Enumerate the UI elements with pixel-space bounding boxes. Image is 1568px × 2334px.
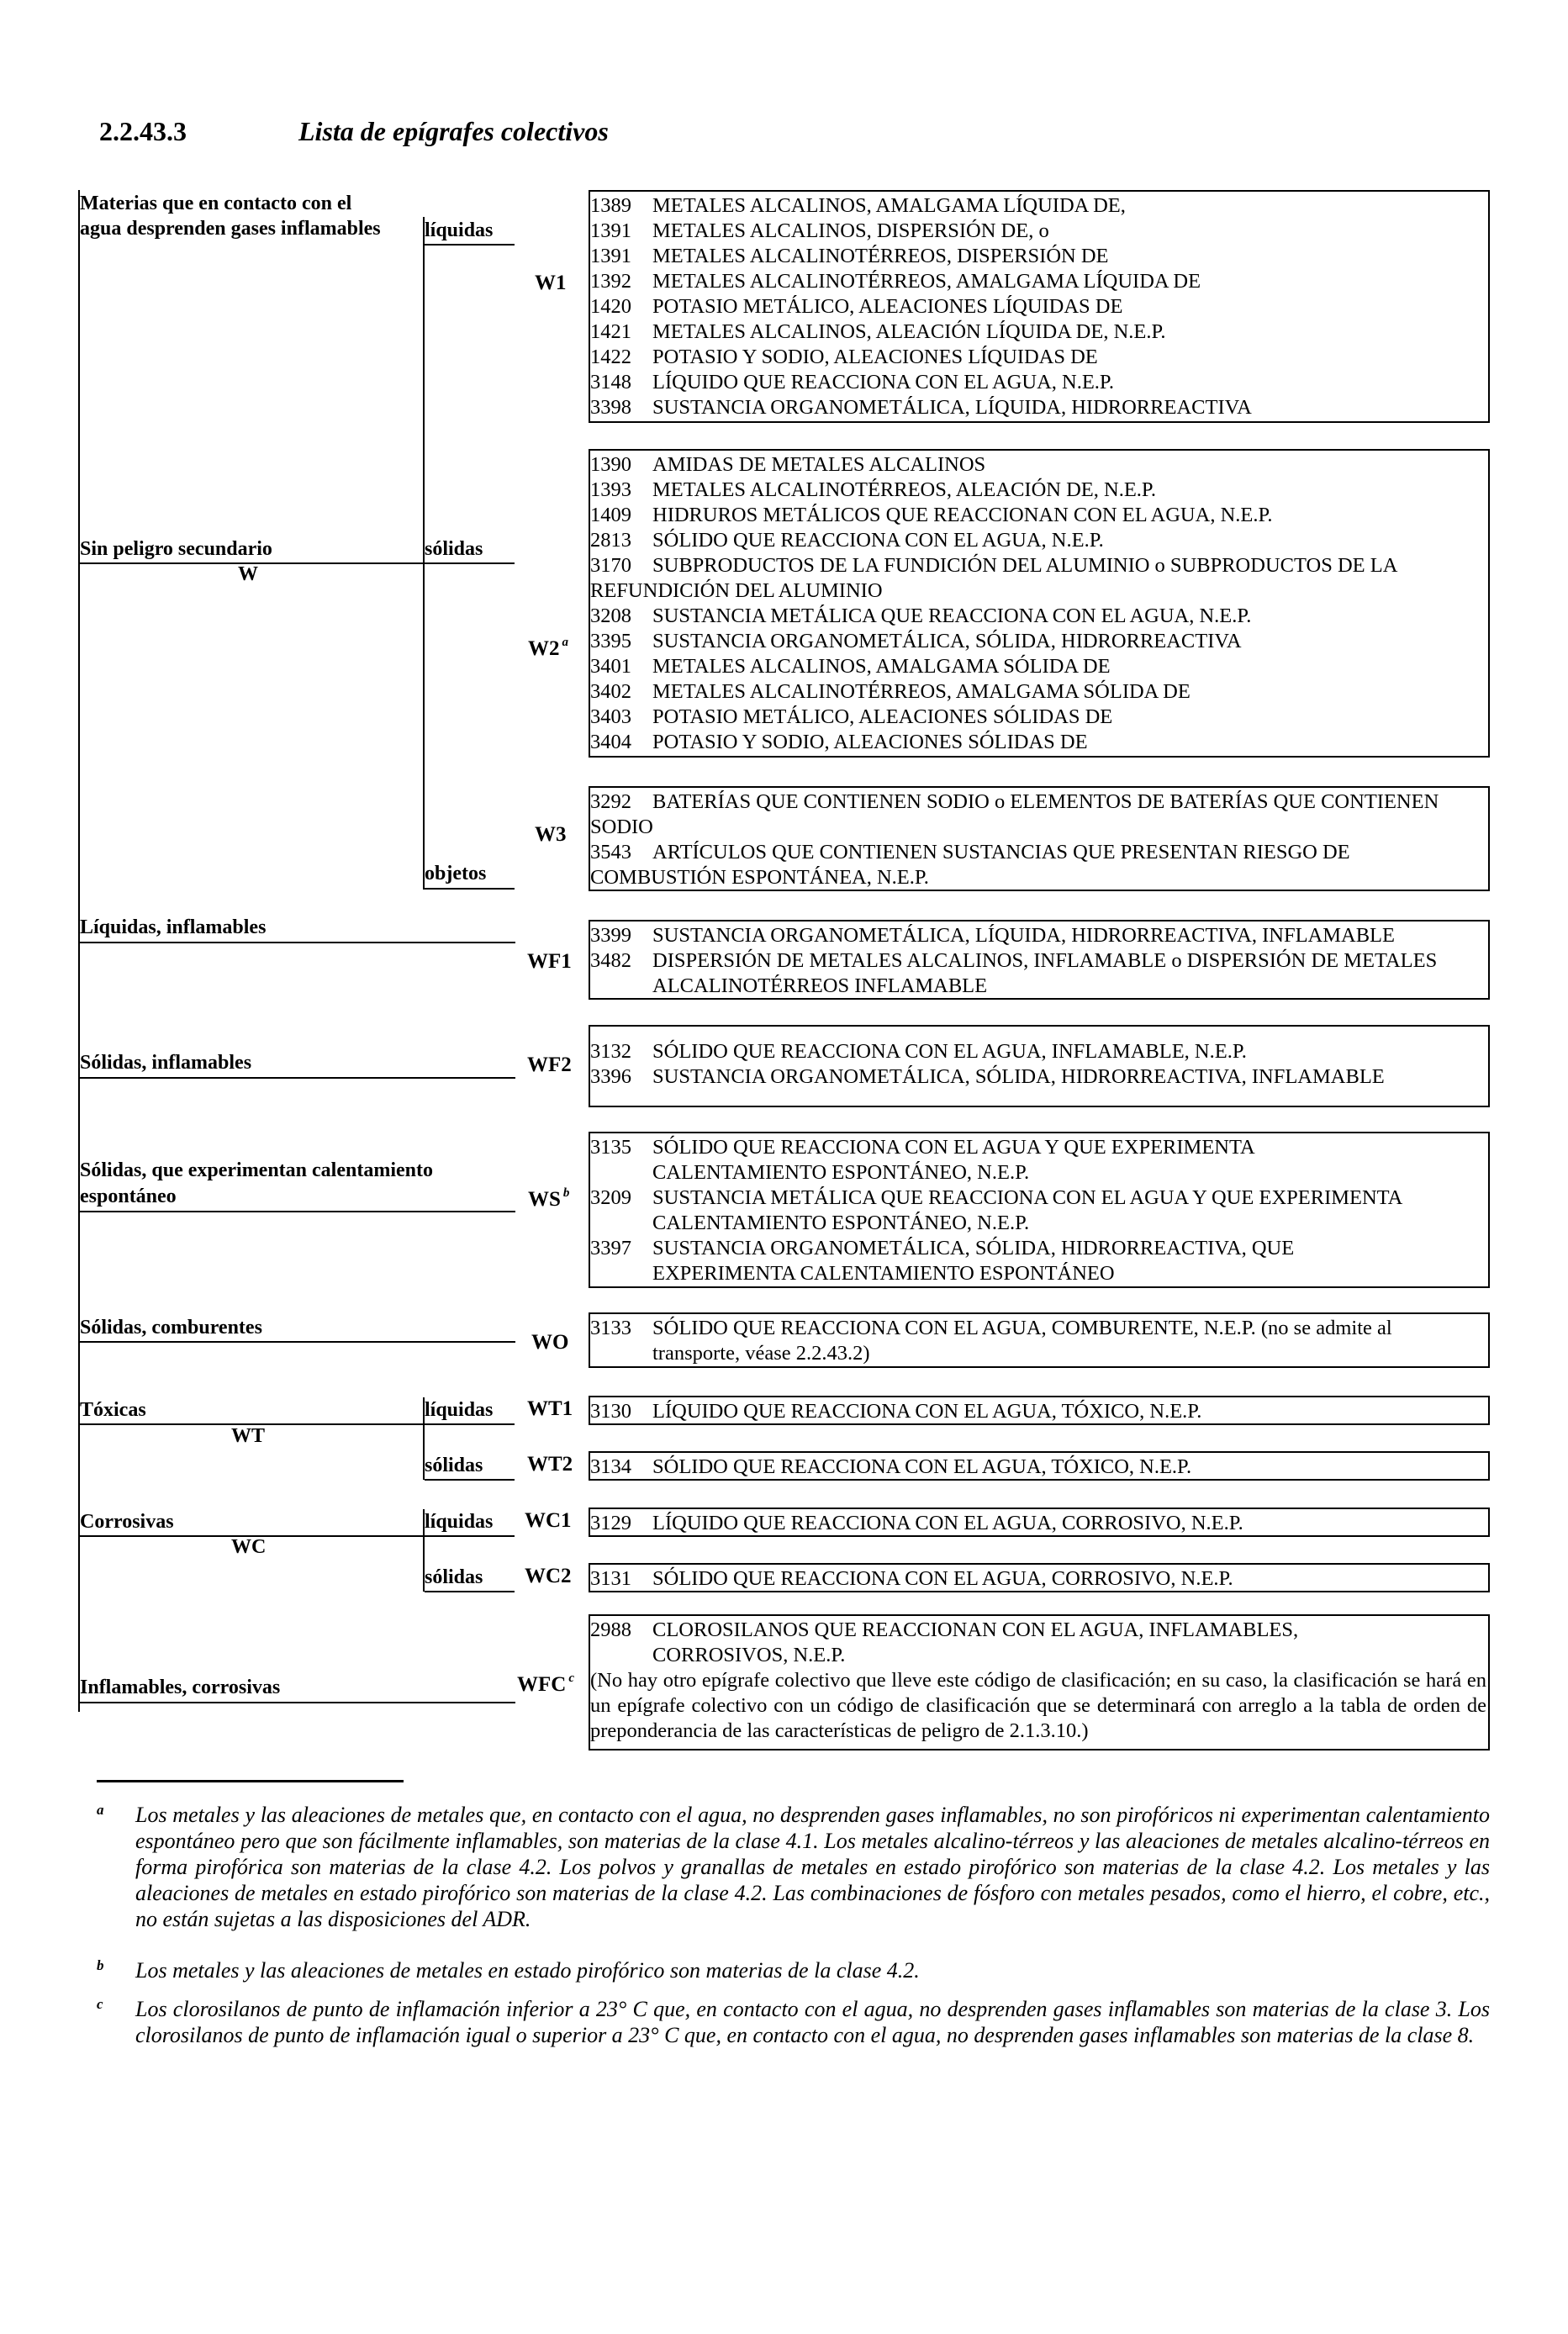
label-inflamables-corrosivas: Inflamables, corrosivas [80, 1677, 281, 1698]
footnote-ref-c: c [568, 1671, 574, 1685]
entry-row: 3132 SÓLIDO QUE REACCIONA CON EL AGUA, INFLAMABLE, N.E.P. [590, 1040, 1247, 1063]
label-solidas-wc2: sólidas [425, 1566, 483, 1588]
code-wc2: WC2 [525, 1565, 572, 1587]
footnote-ref-b: b [562, 1186, 570, 1200]
entry-row: 3170 SUBPRODUCTOS DE LA FUNDICIÓN DEL ALUMINIO o SUBPRODUCTOS DE LA REFUNDICIÓN DEL ALUMINIO [590, 554, 1397, 602]
wfc-note: (No hay otro epígrafe colectivo que lleve este código de clasificación; en su caso, la clasificación se hará en un epígrafe colectivo con un código de clasificación que se determinará con arreglo a la tabla de orden de preponderancia de las características de peligro de 2.1.3.10.) [590, 1669, 1486, 1742]
label-wt: WT [231, 1425, 266, 1447]
code-wo: WO [531, 1331, 569, 1354]
entry-row: 2813 SÓLIDO QUE REACCIONA CON EL AGUA, N.E.P. [590, 529, 1104, 552]
label-water-contact-1: Materias que en contacto con el [80, 193, 352, 214]
entry-row: 1409 HIDRUROS METÁLICOS QUE REACCIONAN CON EL AGUA, N.E.P. [590, 504, 1273, 526]
code-wc1: WC1 [525, 1509, 572, 1532]
entry-row: 3130 LÍQUIDO QUE REACCIONA CON EL AGUA, TÓXICO, N.E.P. [590, 1400, 1202, 1423]
entry-row: 3399 SUSTANCIA ORGANOMETÁLICA, LÍQUIDA, HIDRORREACTIVA, INFLAMABLE [590, 924, 1395, 947]
entry-row: 3395 SUSTANCIA ORGANOMETÁLICA, SÓLIDA, HIDRORREACTIVA [590, 630, 1242, 652]
tree-line-sin-peligro [78, 562, 423, 564]
code-w1: W1 [535, 272, 567, 294]
box-wt1 [589, 1396, 1490, 1425]
tree-line-objetos [425, 888, 515, 890]
tree-line-toxicas [78, 1423, 423, 1425]
entry-row: 1391 METALES ALCALINOTÉRREOS, DISPERSIÓN DE [590, 245, 1109, 267]
code-wt2: WT2 [527, 1453, 573, 1476]
label-toxicas: Tóxicas [80, 1399, 146, 1421]
entry-row: 3396 SUSTANCIA ORGANOMETÁLICA, SÓLIDA, HIDRORREACTIVA, INFLAMABLE [590, 1065, 1385, 1088]
entry-row: 3129 LÍQUIDO QUE REACCIONA CON EL AGUA, CORROSIVO, N.E.P. [590, 1512, 1243, 1534]
entry-row: 3209 SUSTANCIA METÁLICA QUE REACCIONA CON EL AGUA Y QUE EXPERIMENTA CALENTAMIENTO ESPONTÁNEO, N.E.P. [590, 1186, 1402, 1234]
tree-line-solidas-w2 [425, 562, 515, 564]
entry-row: 3543 ARTÍCULOS QUE CONTIENEN SUSTANCIAS QUE PRESENTAN RIESGO DE COMBUSTIÓN ESPONTÁNEA, N.E.P. [590, 841, 1350, 889]
entry-row: 1420 POTASIO METÁLICO, ALEACIONES LÍQUIDAS DE [590, 295, 1123, 318]
box-w1 [589, 190, 1490, 423]
tree-line-inflamables-corrosivas [78, 1702, 515, 1703]
label-corrosivas: Corrosivas [80, 1511, 174, 1533]
footnote-ref-a: a [562, 636, 568, 649]
section-title: Lista de epígrafes colectivos [298, 116, 609, 146]
tree-line-solidas-calent [78, 1211, 515, 1212]
label-objetos: objetos [425, 863, 487, 884]
tree-sub-vertical-wc [423, 1509, 425, 1592]
entry-row: 3134 SÓLIDO QUE REACCIONA CON EL AGUA, TÓXICO, N.E.P. [590, 1455, 1192, 1478]
label-solidas-comburentes: Sólidas, comburentes [80, 1317, 262, 1339]
entry-row: 1391 METALES ALCALINOS, DISPERSIÓN DE, o [590, 219, 1049, 242]
entry-row: 3402 METALES ALCALINOTÉRREOS, AMALGAMA SÓLIDA DE [590, 680, 1191, 703]
entry-row: 3133 SÓLIDO QUE REACCIONA CON EL AGUA, COMBURENTE, N.E.P. (no se admite al transporte, véase 2.2.43.2) [590, 1317, 1392, 1365]
tree-sub-vertical-wt [423, 1397, 425, 1480]
entry-row: 1393 METALES ALCALINOTÉRREOS, ALEACIÓN DE, N.E.P. [590, 478, 1156, 501]
entry-row: 3148 LÍQUIDO QUE REACCIONA CON EL AGUA, N.E.P. [590, 371, 1114, 393]
footnote-text: Los metales y las aleaciones de metales que, en contacto con el agua, no desprenden gases inflamables, no son pirofóricos ni experimentan calentamiento espontáneo pero que son fácilmente inflamables, son materias de la clase 4.1. Los metales alcalino-térreos y las aleaciones de metales alcalino-térreos en forma pirofórica son materias de la clase 4.2. Los polvos y granallas de metales en estado pirofórico son materias de la clase 4.2. Los metales y las aleaciones de metales en estado pirofórico son materias de la clase 4.2. Las combinaciones de fósforo con metales pesados, como el hierro, el cobre, etc., no están sujetas a las disposiciones del ADR. [135, 1803, 1490, 1931]
entry-row: 3397 SUSTANCIA ORGANOMETÁLICA, SÓLIDA, HIDRORREACTIVA, QUE EXPERIMENTA CALENTAMIENTO ESPONTÁNEO [590, 1237, 1295, 1285]
code-wfc: WFC $^c$ [517, 1671, 574, 1696]
tree-line-liquidas-wt1 [425, 1423, 515, 1425]
entry-row: 3131 SÓLIDO QUE REACCIONA CON EL AGUA, CORROSIVO, N.E.P. [590, 1567, 1233, 1590]
label-w: W [238, 563, 258, 585]
label-solidas-calent-2: espontáneo [80, 1185, 177, 1207]
tree-line-liquidas-wc1 [425, 1535, 515, 1537]
entry-row: 1422 POTASIO Y SODIO, ALEACIONES LÍQUIDAS DE [590, 346, 1098, 368]
code-wf2: WF2 [527, 1053, 572, 1076]
tree-line-solidas-wc2 [425, 1591, 515, 1592]
label-water-contact-2: agua desprenden gases inflamables [80, 218, 381, 240]
tree-line-solidas-comburentes [78, 1341, 515, 1343]
entry-row: 3482 DISPERSIÓN DE METALES ALCALINOS, INFLAMABLE o DISPERSIÓN DE METALES ALCALINOTÉRREOS INFLAMABLE [590, 949, 1438, 997]
entry-row: 3208 SUSTANCIA METÁLICA QUE REACCIONA CON EL AGUA, N.E.P. [590, 605, 1252, 627]
footnote-mark: b [97, 1957, 104, 1973]
tree-line-solidas-inflamables [78, 1077, 515, 1079]
entry-row: 2988 CLOROSILANOS QUE REACCIONAN CON EL AGUA, INFLAMABLES, CORROSIVOS, N.E.P. [590, 1618, 1299, 1666]
box-wc2 [589, 1563, 1490, 1592]
label-liquidas-inflamables: Líquidas, inflamables [80, 916, 267, 938]
footnote-mark: c [97, 1996, 103, 2012]
code-ws: WS $^b$ [528, 1186, 570, 1211]
footnote-text: Los metales y las aleaciones de metales en estado pirofórico son materias de la clase 4.2. [135, 1958, 920, 1983]
entry-row: 1392 METALES ALCALINOTÉRREOS, AMALGAMA LÍQUIDA DE [590, 270, 1201, 293]
tree-line-corrosivas [78, 1535, 423, 1537]
box-ws [589, 1132, 1490, 1288]
footnote-separator [97, 1780, 404, 1782]
box-wo [589, 1312, 1490, 1368]
label-wc: WC [231, 1536, 267, 1558]
tree-line-liquidas-w1 [425, 244, 515, 246]
section-number: 2.2.43.3 [99, 116, 187, 146]
code-w2: W2 $^a$ [528, 636, 568, 660]
entry-row: 3292 BATERÍAS QUE CONTIENEN SODIO o ELEMENTOS DE BATERÍAS QUE CONTIENEN SODIO [590, 790, 1439, 838]
label-sin-peligro: Sin peligro secundario [80, 538, 272, 560]
entry-row: 3404 POTASIO Y SODIO, ALEACIONES SÓLIDAS DE [590, 731, 1088, 753]
label-liquidas-w1: líquidas [425, 219, 494, 241]
footnote-b [97, 1957, 1490, 1983]
footnote-text: Los clorosilanos de punto de inflamación inferior a 23° C que, en contacto con el agua, no desprenden gases inflamables son materias de la clase 3. Los clorosilanos de punto de inflamación igual o superior a 23° C que, en contacto con el agua, no desprenden gases inflamables son materias de la clase 8. [135, 1997, 1490, 2047]
entry-row: 1389 METALES ALCALINOS, AMALGAMA LÍQUIDA DE, [590, 194, 1126, 217]
label-solidas-w2: sólidas [425, 538, 483, 560]
code-wf1: WF1 [527, 950, 572, 973]
entry-row: 3401 METALES ALCALINOS, AMALGAMA SÓLIDA DE [590, 655, 1111, 678]
entry-row: 1421 METALES ALCALINOS, ALEACIÓN LÍQUIDA DE, N.E.P. [590, 320, 1166, 343]
box-wf2 [589, 1025, 1490, 1107]
entry-row: 1390 AMIDAS DE METALES ALCALINOS [590, 453, 986, 476]
entry-row: 3398 SUSTANCIA ORGANOMETÁLICA, LÍQUIDA, HIDRORREACTIVA [590, 396, 1252, 419]
footnote-c [97, 1996, 1490, 2048]
box-wf1 [589, 920, 1490, 1000]
entry-row: 3403 POTASIO METÁLICO, ALEACIONES SÓLIDAS DE [590, 705, 1113, 728]
box-wc1 [589, 1508, 1490, 1537]
label-liquidas-wt1: líquidas [425, 1399, 494, 1421]
tree-main-vertical [78, 190, 80, 1712]
label-liquidas-wc1: líquidas [425, 1511, 494, 1533]
code-wt1: WT1 [527, 1397, 573, 1420]
entry-row: 3135 SÓLIDO QUE REACCIONA CON EL AGUA Y QUE EXPERIMENTA CALENTAMIENTO ESPONTÁNEO, N.E.P. [590, 1136, 1254, 1184]
box-w2 [589, 449, 1490, 758]
label-solidas-calent-1: Sólidas, que experimentan calentamiento [80, 1159, 433, 1181]
tree-line-liquidas-inflamables [78, 942, 515, 943]
label-solidas-inflamables: Sólidas, inflamables [80, 1052, 252, 1074]
label-solidas-wt2: sólidas [425, 1455, 483, 1476]
footnote-a [97, 1802, 1490, 1932]
tree-line-solidas-wt2 [425, 1479, 515, 1481]
code-w3: W3 [535, 823, 567, 846]
tree-sub-vertical-w [423, 217, 425, 890]
box-w3 [589, 786, 1490, 891]
box-wt2 [589, 1451, 1490, 1481]
box-wfc [589, 1614, 1490, 1750]
footnote-mark: a [97, 1802, 104, 1818]
